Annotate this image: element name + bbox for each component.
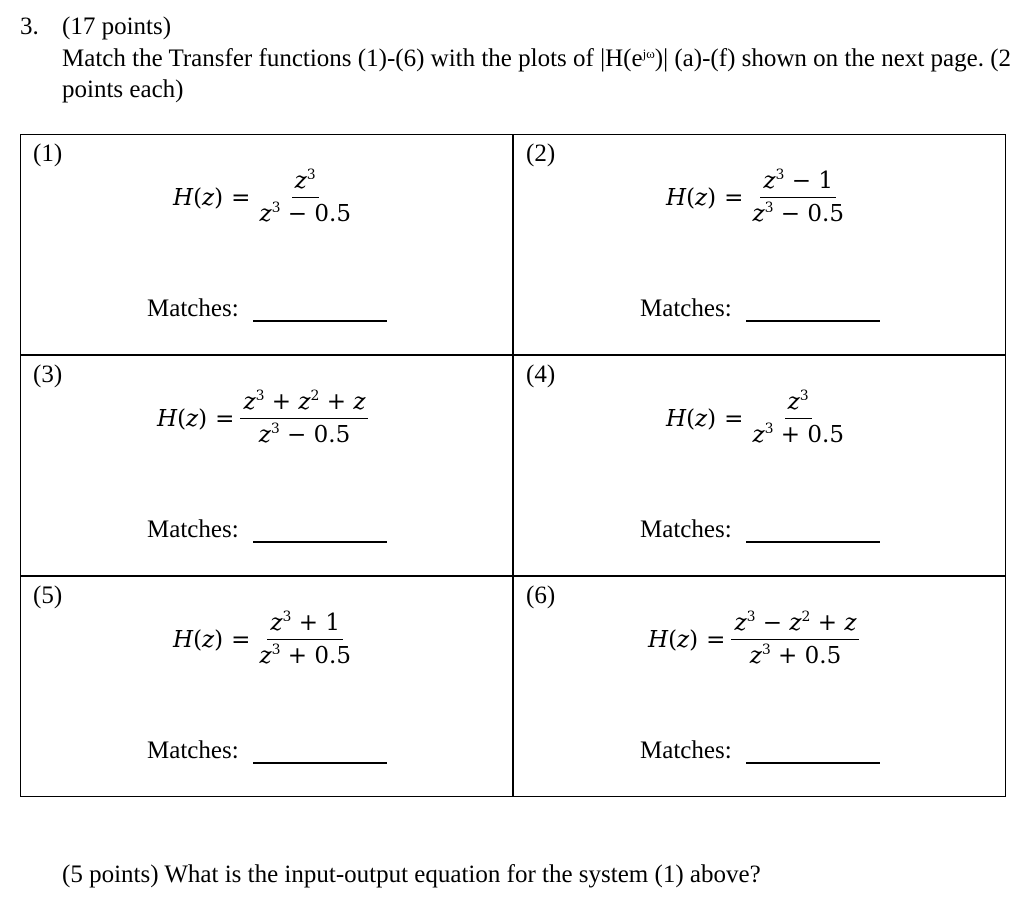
numerator: $z^3$ <box>785 388 812 419</box>
fraction <box>256 609 354 670</box>
numerator: $z^3 - 1$ <box>760 167 836 198</box>
fraction <box>749 167 847 228</box>
table-cell-6 <box>513 577 1005 798</box>
fraction <box>240 388 368 449</box>
matches-label: Matches: <box>640 737 732 764</box>
denominator: $z^3 + 0.5$ <box>749 642 842 669</box>
fraction <box>749 388 847 449</box>
question-text-superscript: jω <box>642 46 655 61</box>
cell-label: (4) <box>526 361 556 388</box>
denominator: $z^3 - 0.5$ <box>752 200 844 227</box>
answer-blank-6[interactable] <box>746 762 880 764</box>
equation-lhs: H(z) <box>666 405 717 432</box>
fraction <box>731 609 859 670</box>
denominator: $z^3 - 0.5$ <box>258 421 351 448</box>
cell-label: (6) <box>526 582 556 609</box>
numerator: $z^3 - z^2 + z$ <box>731 609 859 640</box>
numerator: $z^3 + 1$ <box>267 609 343 640</box>
transfer-function-1: H(z) = $\frac{z^3}{z^3 - 0.5}$ <box>173 167 354 228</box>
question-text-part1: Match the Transfer functions (1)-(6) with the plots of |H(e <box>62 45 643 72</box>
table-cell-2 <box>513 135 1005 356</box>
equation-lhs: H(z) <box>648 626 699 653</box>
cell-label: (3) <box>33 361 63 388</box>
denominator: $z^3 + 0.5$ <box>259 642 351 669</box>
matches-label: Matches: <box>640 295 732 322</box>
question-text <box>62 43 1012 105</box>
numerator: $z^3 + z^2 + z$ <box>240 388 368 419</box>
table-cell-1 <box>20 135 512 356</box>
answer-blank-2[interactable] <box>746 320 880 322</box>
answer-blank-3[interactable] <box>253 541 387 543</box>
transfer-function-6: H(z) = $\frac{z^3 - z^2 + z}{z^3 + 0.5}$ <box>648 609 859 670</box>
matches-label: Matches: <box>147 295 239 322</box>
table-cell-5 <box>20 577 512 798</box>
matches-label: Matches: <box>147 737 239 764</box>
answer-blank-4[interactable] <box>746 541 880 543</box>
transfer-function-4: H(z) = $\frac{z^3}{z^3 + 0.5}$ <box>666 388 847 449</box>
matches-label: Matches: <box>147 516 239 543</box>
table-cell-4 <box>513 356 1005 577</box>
cell-label: (2) <box>526 140 556 167</box>
equation-lhs: H(z) <box>157 405 208 432</box>
equation-lhs: H(z) <box>666 184 717 211</box>
numerator: $z^3$ <box>292 167 319 198</box>
equation-lhs: H(z) <box>173 184 224 211</box>
cell-label: (1) <box>33 140 63 167</box>
answer-blank-5[interactable] <box>253 762 387 764</box>
table-cell-3 <box>20 356 512 577</box>
equation-lhs: H(z) <box>173 626 224 653</box>
question-points: (17 points) <box>62 13 172 40</box>
follow-up-question: (5 points) What is the input-output equation for the system (1) above? <box>62 861 761 888</box>
denominator: $z^3 + 0.5$ <box>752 421 844 448</box>
question-number: 3. <box>20 13 39 40</box>
question-text-part2: )| (a)-(f) shown on the next page. (2 points each) <box>62 45 1012 103</box>
fraction <box>256 167 354 228</box>
matches-label: Matches: <box>640 516 732 543</box>
cell-label: (5) <box>33 582 63 609</box>
denominator: $z^3 - 0.5$ <box>259 200 351 227</box>
answer-blank-1[interactable] <box>253 320 387 322</box>
transfer-function-2: H(z) = $\frac{z^3 - 1}{z^3 - 0.5}$ <box>666 167 847 228</box>
transfer-function-5: H(z) = $\frac{z^3 + 1}{z^3 + 0.5}$ <box>173 609 354 670</box>
transfer-function-3: H(z) = $\frac{z^3 + z^2 + z}{z^3 - 0.5}$ <box>157 388 368 449</box>
